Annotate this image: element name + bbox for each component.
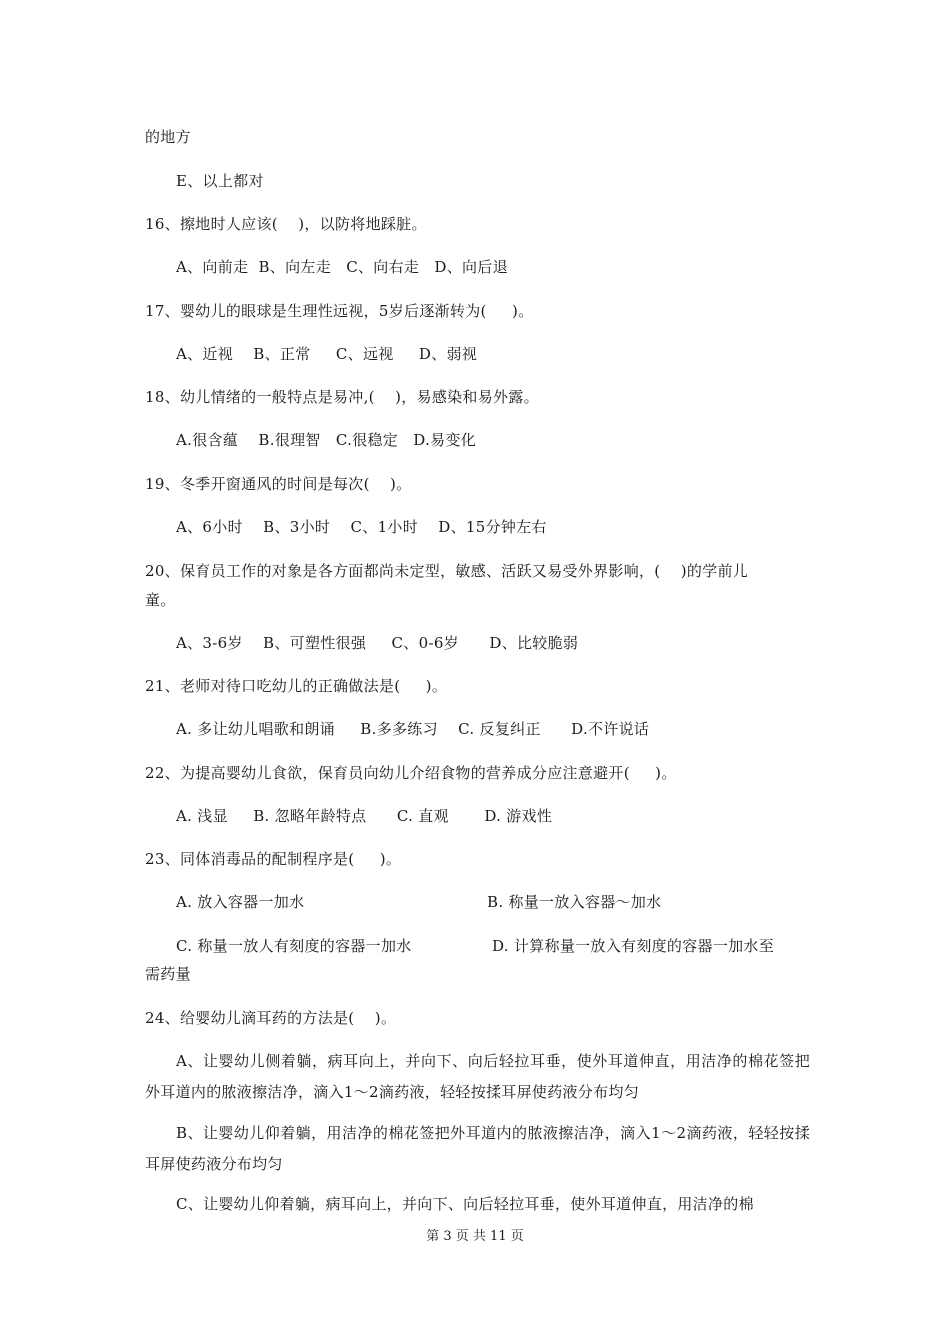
question-23: 23、同体消毒品的配制程序是( )。: [145, 850, 402, 868]
page-footer: 第 3 页 共 11 页: [426, 1229, 524, 1244]
question-20: 20、保育员工作的对象是各方面都尚未定型，敏感、活跃又易受外界影响，( )的学前儿: [145, 562, 749, 580]
question-18-options: A.很含蕴 B.很理智 C.很稳定 D.易变化: [176, 431, 477, 449]
question-21: 21、老师对待口吃幼儿的正确做法是( )。: [145, 677, 448, 695]
question-18: 18、幼儿情绪的一般特点是易冲,( )，易感染和易外露。: [145, 388, 539, 406]
option-line: E、以上都对: [176, 172, 264, 190]
question-20-options: A、3-6岁 B、可塑性很强 C、0-6岁 D、比较脆弱: [176, 634, 579, 652]
question-23-option-d: D. 计算称量一放入有刻度的容器一加水至: [492, 937, 775, 955]
question-22-options: A. 浅显 B. 忽略年龄特点 C. 直观 D. 游戏性: [176, 807, 553, 825]
question-24-option-c: C、让婴幼儿仰着躺，病耳向上，并向下、向后轻拉耳垂，使外耳道伸直，用洁净的棉: [176, 1195, 754, 1213]
question-24-option-a: A、让婴幼儿侧着躺，病耳向上，并向下、向后轻拉耳垂，使外耳道伸直，用洁净的棉花签把外耳道内的脓液擦洁净，滴入1～2滴药液，轻轻按揉耳屏使药液分布均匀: [145, 1052, 810, 1101]
question-23-option-b: B. 称量一放入容器～加水: [487, 893, 662, 911]
question-24: 24、给婴幼儿滴耳药的方法是( )。: [145, 1009, 397, 1027]
question-17-options: A、近视 B、正常 C、远视 D、弱视: [176, 345, 478, 363]
question-22: 22、为提高婴幼儿食欲，保育员向幼儿介绍食物的营养成分应注意避开( )。: [145, 764, 677, 782]
question-24-option-b: B、让婴幼儿仰着躺，用洁净的棉花签把外耳道内的脓液擦洁净，滴入1～2滴药液，轻轻按揉耳屏使药液分布均匀: [145, 1124, 810, 1173]
question-20-continued: 童。: [145, 591, 176, 609]
text-line: 的地方: [145, 128, 191, 146]
question-23-option-c: C. 称量一放人有刻度的容器一加水: [176, 937, 412, 955]
question-16: 16、擦地时人应该( )，以防将地踩脏。: [145, 215, 427, 233]
question-23-option-a: A. 放入容器一加水: [176, 893, 305, 911]
question-23-option-d-continued: 需药量: [145, 965, 191, 983]
question-19-options: A、6小时 B、3小时 C、1小时 D、15分钟左右: [176, 518, 547, 536]
question-16-options: A、向前走 B、向左走 C、向右走 D、向后退: [176, 258, 508, 276]
question-17: 17、婴幼儿的眼球是生理性远视，5岁后逐渐转为( )。: [145, 302, 534, 320]
question-21-options: A. 多让幼儿唱歌和朗诵 B.多多练习 C. 反复纠正 D.不许说话: [176, 720, 650, 738]
question-19: 19、冬季开窗通风的时间是每次( )。: [145, 475, 412, 493]
